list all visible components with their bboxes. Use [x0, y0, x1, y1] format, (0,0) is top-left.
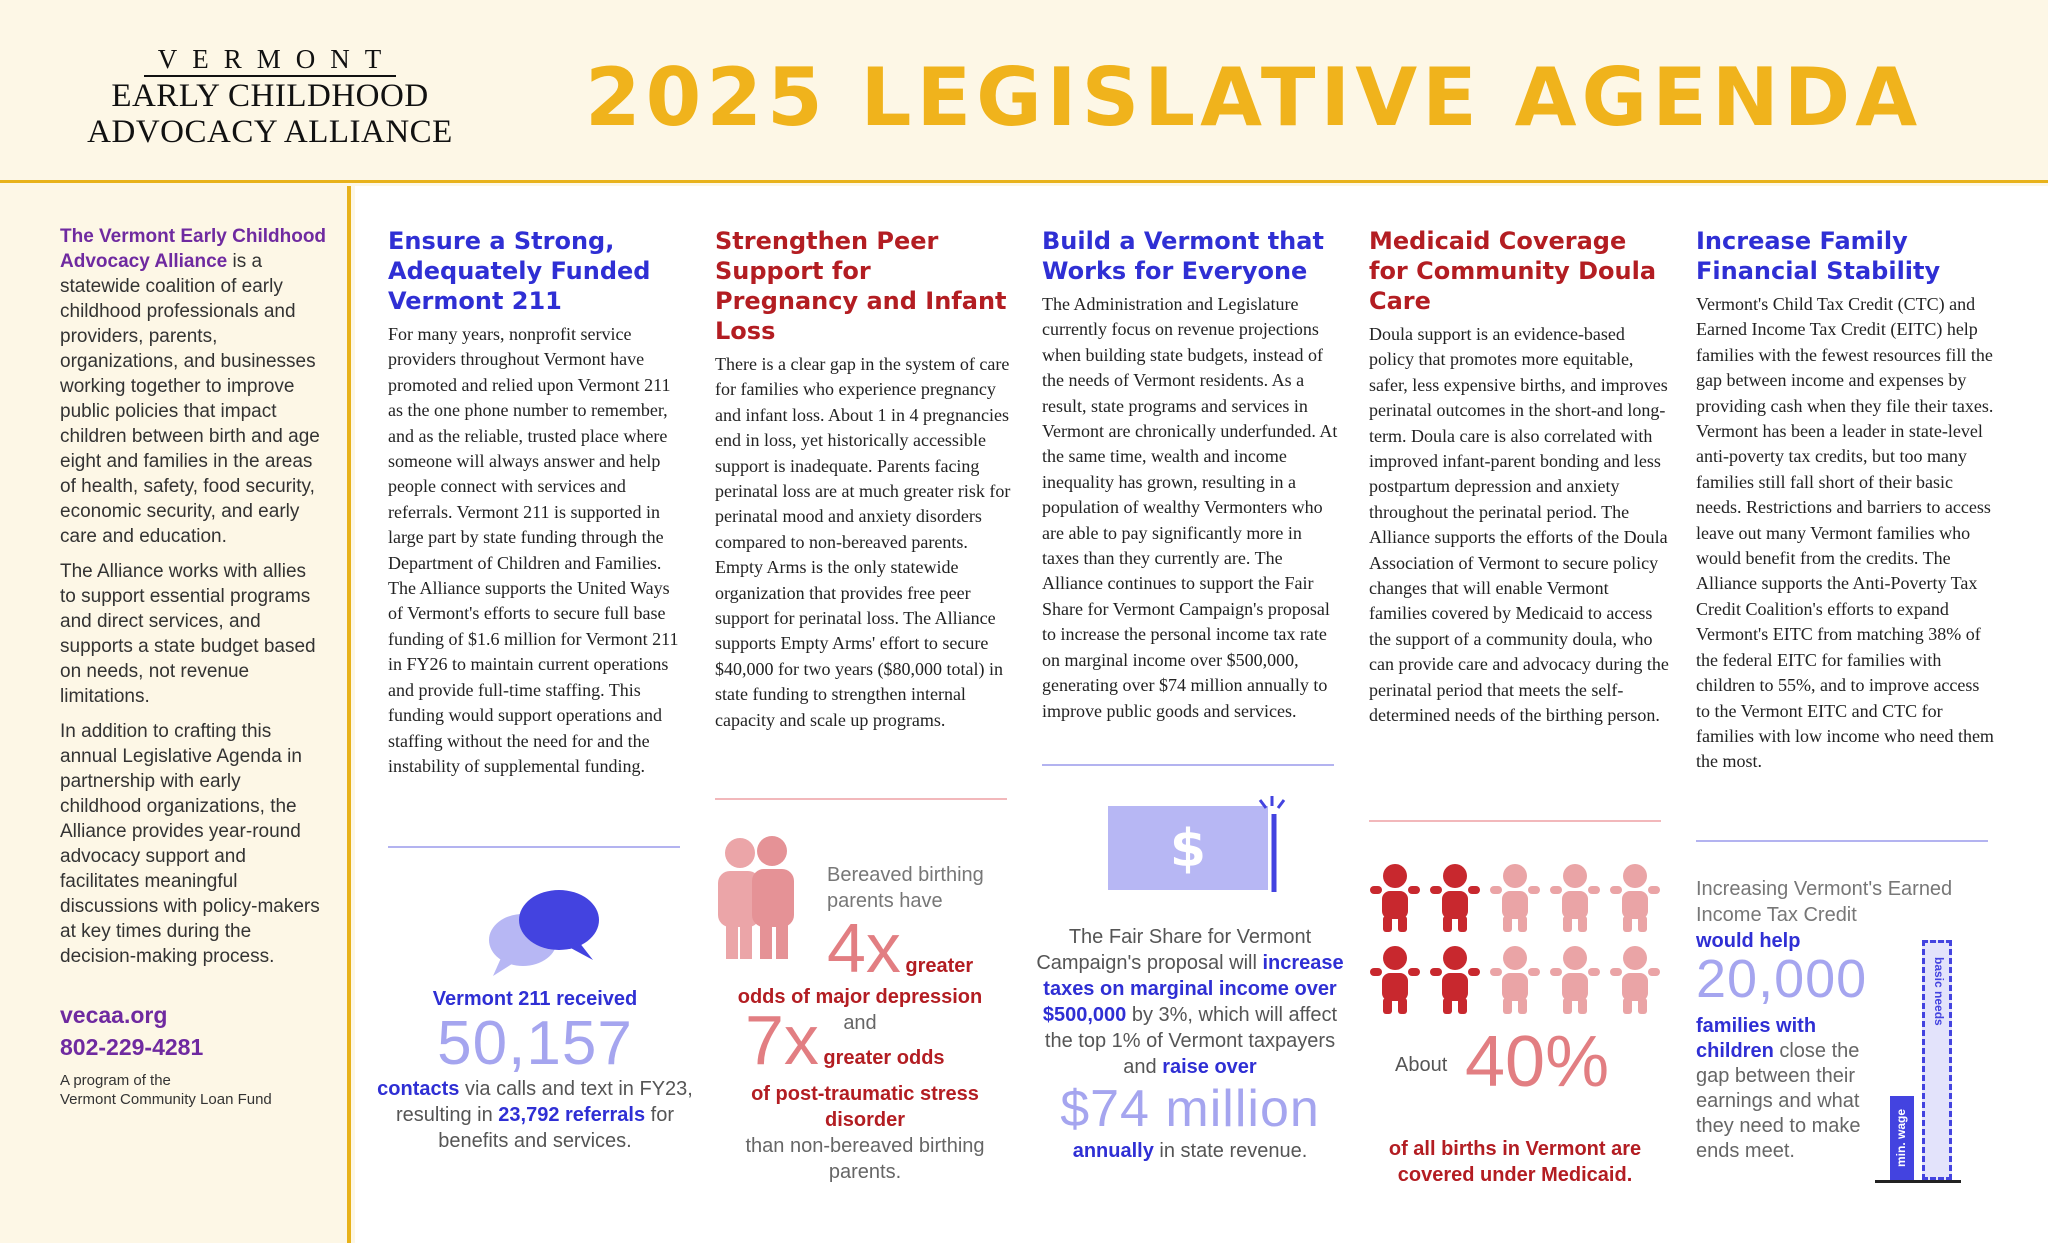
sidebar-intro-text: is a statewide coalition of early childhood professionals and providers, parents, organizations, and businesses working together to improve public policies that impact children between birth and age eight and families in the areas of health, safety, food security, economic security, and early care and education. [60, 251, 320, 547]
bar-min-wage-label: min. wage [1894, 1109, 1908, 1168]
stat-peer-lead: Bereaved birthing parents have [827, 864, 984, 912]
bar-baseline [1875, 1180, 1961, 1183]
baby-icon [1430, 864, 1480, 932]
stat-peer-depression: odds of major depression and [737, 986, 983, 1034]
baby-icon [1490, 946, 1540, 1014]
divider [388, 846, 680, 848]
stat-peer-row2: 7x greater odds [745, 1001, 945, 1079]
body-vermont-211: For many years, nonprofit service providers throughout Vermont have promoted and relied upon Vermont 211 as the one phone number to remember, and as the reliable, trusted place where someone will always answer and help people connect with services and referrals. Vermont 211 is supported in large part by state funding through the Department of Children and Families. The Alliance supports the United Ways of Vermont's efforts to secure full base funding of $1.6 million for Vermont 211 in FY26 to maintain current operations and provide full-time staffing. This funding would support operations and staffing without the need for and the instability of supplemental funding. [388, 324, 679, 776]
heading-vermont-211: Ensure a Strong, Adequately Funded Vermont 211 [388, 227, 651, 315]
stat-eitc-tail: families with children close the gap between their earnings and what they need to make ends meet. [1696, 1015, 1861, 1162]
baby-icon [1370, 946, 1420, 1014]
column-vermont-for-everyone [1042, 226, 1342, 724]
stat-doula-tail: of all births in Vermont are covered under Medicaid. [1388, 1138, 1642, 1186]
alliance-name: The Vermont Early Childhood Advocacy Alliance [60, 226, 327, 272]
baby-icon [1550, 864, 1600, 932]
program-line1: A program of the [60, 1072, 171, 1089]
heading-vermont-for-everyone: Build a Vermont that Works for Everyone [1042, 227, 1324, 285]
stat-peer-tail: of post-traumatic stress disorder than non-bereaved birthing parents. [745, 1083, 985, 1183]
divider [1696, 840, 1988, 842]
program-note [60, 1071, 327, 1109]
bar-basic-needs-label: basic needs [1932, 956, 1946, 1026]
logo-line3: ADVOCACY ALLIANCE [87, 114, 453, 150]
baby-icon [1610, 864, 1660, 932]
logo-line1: VERMONT [144, 44, 397, 77]
chat-bubbles-icon [475, 876, 615, 986]
parents-icon [712, 831, 802, 961]
divider [1369, 820, 1661, 822]
stat-211-number: 50,157 [437, 1009, 633, 1078]
stat-peer-4x: 4x [827, 909, 901, 987]
header [0, 0, 2048, 183]
baby-icon [1550, 946, 1600, 1014]
sidebar-paragraph-3: In addition to crafting this annual Legislative Agenda in partnership with early childhood organizations, the Alliance provides year-round advocacy support and facilitates meaningful discussions with policy-makers at key times during the decision-making process. [60, 721, 320, 967]
divider [715, 798, 1007, 800]
column-doula-care [1369, 226, 1669, 729]
baby-icon [1490, 864, 1540, 932]
stat-20000: 20,000 [1696, 949, 1868, 1009]
column-financial-stability [1696, 226, 1996, 775]
body-peer-support: There is a clear gap in the system of care for families who experience pregnancy and infant loss. About 1 in 4 pregnancies end in loss, yet historically accessible support is inadequate. Parents facing perinatal loss are at much greater risk for perinatal mood and anxiety disorders compared to non-bereaved parents. Empty Arms is the only statewide organization that provides free peer support for perinatal loss. The Alliance supports Empty Arms' effort to secure $40,000 for two years ($80,000 total) in state funding to strengthen internal capacity and scale up programs. [715, 354, 1011, 730]
divider [1042, 764, 1334, 766]
heading-doula-care: Medicaid Coverage for Community Doula Care [1369, 227, 1657, 315]
heading-peer-support: Strengthen Peer Support for Pregnancy and Infant Loss [715, 227, 1007, 345]
column-vermont-211 [388, 226, 688, 779]
column-peer-support [715, 226, 1015, 733]
main-content [355, 186, 2048, 1243]
stat-peer-row1: 4x greater [827, 909, 974, 987]
website-link[interactable]: vecaa.org [60, 1002, 168, 1028]
stat-74-million: $74 million [1060, 1080, 1320, 1138]
stat-211-lead: Vermont 211 received [432, 988, 638, 1010]
stat-40-percent: 40% [1465, 1022, 1610, 1102]
body-vermont-for-everyone: The Administration and Legislature currently focus on revenue projections when building state budgets, instead of the needs of Vermont residents. As a result, state programs and services in Vermont are chronically underfunded. At the same time, wealth and income inequality has grown, resulting in a population of wealthy Vermonters who are able to pay significantly more in taxes than they currently are. The Alliance continues to support the Fair Share for Vermont Campaign's proposal to increase the personal income tax rate on marginal income over $500,000, generating over $74 million annually to improve public goods and services. [1042, 294, 1338, 721]
stat-vermont-211 [375, 986, 695, 1154]
stat-eitc-lead: Increasing Vermont's Earned Income Tax Credit would help [1696, 878, 1953, 952]
sidebar-intro [60, 224, 327, 549]
body-doula-care: Doula support is an evidence-based policy that promotes more equitable, safer, less expensive births, and improves perinatal outcomes in the short-and long-term. Doula care is also correlated with improved infant-parent bonding and less postpartum depression and anxiety throughout the perinatal period. The Alliance supports the efforts of the Doula Association of Vermont to secure policy changes that will enable Vermont families covered by Medicaid to access the support of a community doula, who can provide care and advocacy during the perinatal period that meets the self-determined needs of the birthing person. [1369, 324, 1669, 726]
phone-number[interactable]: 802-229-4281 [60, 1034, 204, 1060]
sidebar [0, 186, 351, 1243]
baby-icon [1430, 946, 1480, 1014]
baby-icon [1610, 946, 1660, 1014]
vecaa-logo [60, 44, 480, 150]
heading-financial-stability: Increase Family Financial Stability [1696, 227, 1941, 285]
sidebar-paragraph-2: The Alliance works with allies to support essential programs and direct services, and supports a state budget based on needs, not revenue limitations. [60, 561, 316, 707]
stat-doula-about: About [1395, 1054, 1448, 1076]
stat-fair-share: The Fair Share for Vermont Campaign's proposal will increase taxes on marginal income over $500,000 by 3%, which will affect the top 1% of Vermont taxpayers and raise over $74 million annually in state revenue. [1036, 926, 1344, 1162]
svg-text:$: $ [1169, 819, 1207, 879]
stat-peer-7x: 7x [745, 1001, 819, 1079]
body-financial-stability: Vermont's Child Tax Credit (CTC) and Earned Income Tax Credit (EITC) help families with the fewest resources fill the gap between income and expenses by providing cash when they file their taxes. Vermont has been a leader in state-level anti-poverty tax credits, but too many families still fall short of their basic needs. Restrictions and barriers to access leave out many Vermont families who would benefit from the credits. The Alliance supports the Anti-Poverty Tax Credit Coalition's efforts to expand Vermont's EITC from matching 38% of the federal EITC for families with children to 55%, and to improve access to the Vermont EITC and CTC for families with low income who need them the most. [1696, 294, 1994, 772]
page-title: 2025 LEGISLATIVE AGENDA [585, 51, 1923, 144]
program-line2: Vermont Community Loan Fund [60, 1091, 272, 1108]
logo-line2: EARLY CHILDHOOD [111, 78, 429, 114]
babies-icon-grid [1365, 856, 1665, 1016]
baby-icon [1370, 864, 1420, 932]
stat-211-text: contacts via calls and text in FY23, resulting in 23,792 referrals for benefits and services. [377, 1078, 693, 1152]
dollar-bill-icon [1100, 786, 1290, 896]
